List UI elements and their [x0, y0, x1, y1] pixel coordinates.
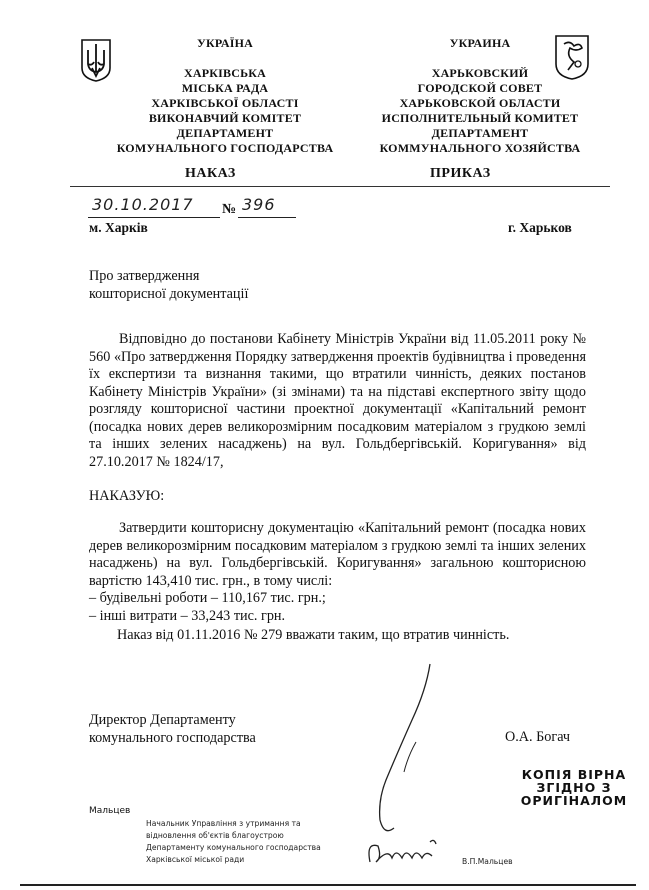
- list-item: – будівельні роботи – 110,167 тис. грн.;: [89, 590, 326, 606]
- order-word: НАКАЗУЮ:: [89, 488, 165, 504]
- subject-line: Про затвердження: [89, 268, 200, 284]
- header-ua-country: УКРАЇНА: [196, 36, 254, 50]
- certify-block: [146, 818, 321, 866]
- order-number: 396: [242, 195, 276, 214]
- certify-line: відновлення об'єктів благоустрою: [146, 831, 284, 840]
- subject: [89, 268, 248, 303]
- cost-items: [89, 590, 326, 625]
- header-ru-line: ИСПОЛНИТЕЛЬНЫЙ КОМИТЕТ: [381, 111, 579, 125]
- certify-line: Департаменту комунального господарства: [146, 843, 321, 852]
- preamble: [89, 331, 586, 471]
- header-ru-line: ГОРОДСКОЙ СОВЕТ: [417, 81, 543, 95]
- header-ru-line: ХАРЬКОВСКИЙ: [431, 66, 529, 80]
- signatory-position-line: комунального господарства: [89, 729, 256, 746]
- header-ua-line: ХАРКІВСЬКА: [183, 66, 266, 80]
- signatory-position: [89, 712, 256, 747]
- signatory-position-line: Директор Департаменту: [89, 712, 236, 728]
- signatory-name: О.А. Богач: [505, 729, 571, 745]
- number-underline: [238, 217, 296, 218]
- header-ru-line: ХАРЬКОВСКОЙ ОБЛАСТИ: [399, 96, 561, 110]
- number-label: №: [222, 202, 237, 217]
- doc-type-ua: НАКАЗ: [185, 166, 236, 181]
- certify-line: Харківської міської ради: [146, 855, 245, 864]
- handwritten-signature: [360, 660, 450, 840]
- header-ru-line: КОММУНАЛЬНОГО ХОЗЯЙСТВА: [379, 141, 581, 155]
- header-ru-line: ДЕПАРТАМЕНТ: [431, 126, 529, 140]
- certify-name: В.П.Мальцев: [462, 857, 513, 866]
- header-ua-line: КОМУНАЛЬНОГО ГОСПОДАРСТВА: [116, 141, 334, 155]
- header-ru: [355, 36, 605, 156]
- preamble-text: Відповідно до постанови Кабінету Міністрів України від 11.05.2011 року № 560 «Про затвердження Порядку затвердження проектів будівництва і проведення їх експертизи та визнання такими, що втратили чинність, деяких постанов Кабінету Міністрів України» (зі змінами) та на підставі експертного звіту щодо розгляду кошторисної частини проектної документації «Капітальний ремонт (посадка нових дерев великорозмірним посадковим матеріалом з грудкою землі та інших зелених насаджень) на вул. Гольдбергівській. Коригування» від 27.10.2017 № 1824/17,: [89, 331, 586, 470]
- header-separator: [70, 186, 610, 187]
- page-bottom-edge: [20, 884, 636, 886]
- header-ua-line: ВИКОНАВЧИЙ КОМІТЕТ: [148, 111, 302, 125]
- cancel-text: Наказ від 01.11.2016 № 279 вважати таким, що втратив чинність.: [117, 627, 510, 643]
- city-ua: м. Харків: [89, 220, 148, 235]
- city-ru: г. Харьков: [508, 220, 572, 235]
- header-ru-country: УКРАИНА: [449, 36, 511, 50]
- header-ua-line: ХАРКІВСЬКОЇ ОБЛАСТІ: [151, 96, 299, 110]
- order-date: 30.10.2017: [92, 195, 194, 214]
- stamp-line: КОПІЯ ВІРНА: [521, 767, 627, 782]
- copy-certified-stamp: [518, 768, 630, 807]
- directive-text: Затвердити кошторисну документацію «Капітальний ремонт (посадка нових дерев великорозмірним посадковим матеріалом з грудкою землі та інших зелених насаджень) на вул. Гольдбергівській. Коригування» загальною кошторисною вартістю 143,410 тис. грн., в тому числі:: [89, 520, 586, 589]
- list-item: – інші витрати – 33,243 тис. грн.: [89, 607, 286, 624]
- directive: [89, 520, 586, 590]
- date-underline: [88, 217, 220, 218]
- header-ua: [100, 36, 350, 156]
- certify-signature: [360, 836, 450, 870]
- subject-line: кошторисної документації: [89, 285, 249, 302]
- certify-line: Начальник Управління з утримання та: [146, 819, 301, 828]
- executor-name: Мальцев: [89, 806, 131, 816]
- header-ua-line: ДЕПАРТАМЕНТ: [176, 126, 274, 140]
- doc-type-ru: ПРИКАЗ: [430, 166, 491, 181]
- header-ua-line: МІСЬКА РАДА: [181, 81, 269, 95]
- stamp-line: ОРИГІНАЛОМ: [520, 793, 628, 808]
- stamp-line: ЗГІДНО З: [536, 780, 612, 795]
